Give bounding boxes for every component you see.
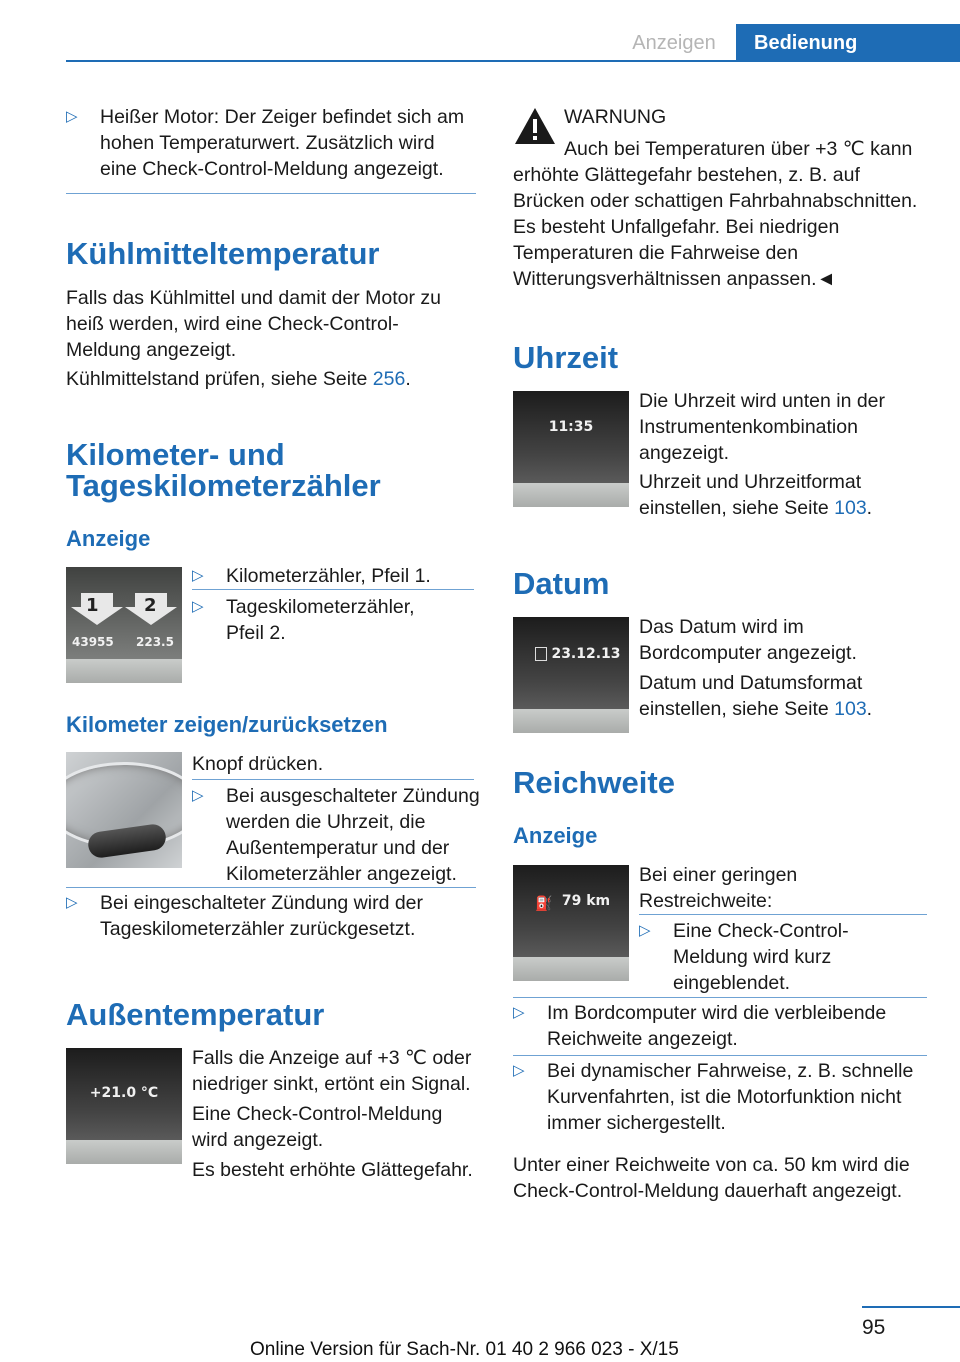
clock-value: 11:35: [548, 419, 594, 435]
bullet-hot-engine: ▷ Heißer Motor: Der Zeiger befindet sich am hohen Temperaturwert. Zusätzlich wird eine Check-Control-Meldung angezeigt.: [66, 106, 465, 180]
separator: [513, 997, 927, 998]
arrow-2-label: 2: [144, 595, 157, 616]
heading-range: Reichweite: [513, 765, 675, 800]
press-button-text: Knopf drücken.: [192, 753, 324, 775]
range-closing-paragraph: Unter einer Reichweite von ca. 50 km wird die Check-Control-Meldung dauerhaft angezeigt.: [513, 1154, 910, 1202]
subheading-reset: Kilometer zeigen/zurücksetzen: [66, 712, 388, 737]
header-rule: [66, 60, 960, 62]
page-link-256[interactable]: 256: [372, 368, 406, 390]
bullet-triangle-icon: ▷: [66, 894, 78, 911]
bullet-ignition-off: ▷ Bei ausgeschalteter Zündung werden die Uhrzeit, die Außentemperatur und der Kilometerzähler angezeigt.: [192, 785, 480, 885]
trip-value: 223.5: [136, 635, 174, 649]
date-value: 23.12.13: [551, 646, 621, 662]
heading-clock: Uhrzeit: [513, 340, 619, 375]
separator: [639, 914, 927, 915]
separator: [513, 1055, 927, 1056]
range-value: 79 km: [561, 893, 611, 909]
odometer-display-image: [66, 567, 182, 683]
bullet-range-dynamic: ▷ Bei dynamischer Fahrweise, z. B. schnelle Kurvenfahrten, ist die Motorfunktion nicht immer sichergestellt.: [513, 1060, 914, 1134]
outside-temp-p3: Es besteht erhöhte Glättegefahr.: [192, 1159, 473, 1181]
page-number: 95: [862, 1316, 886, 1339]
bullet-triangle-icon: ▷: [192, 787, 204, 804]
bullet-triangle-icon: ▷: [513, 1062, 525, 1079]
bullet-range-bc: ▷ Im Bordcomputer wird die verbleibende Reichweite angezeigt.: [513, 1002, 887, 1050]
fuel-pump-icon: ⛽: [535, 895, 553, 911]
bullet-triangle-icon: ▷: [513, 1004, 525, 1021]
bullet-triangle-icon: ▷: [639, 922, 651, 939]
arrow-1-label: 1: [86, 595, 99, 616]
outside-temp-p2: Eine Check-Control-Meldung wird angezeigt.: [192, 1103, 443, 1151]
range-display-image: [513, 865, 629, 981]
outside-temp-p1: Falls die Anzeige auf +3 ℃ oder niedriger sinkt, ertönt ein Signal.: [192, 1047, 472, 1095]
bullet-ignition-on: ▷ Bei eingeschalteter Zündung wird der Tageskilometerzähler zurückgesetzt.: [66, 892, 424, 940]
date-p2: Datum und Datumsformat einstellen, siehe Seite 103.: [639, 672, 873, 720]
bullet-trip: ▷ Tageskilometerzähler, Pfeil 2.: [192, 596, 415, 644]
warning-label: WARNUNG: [564, 106, 667, 128]
separator: [66, 193, 476, 194]
heading-odometer: Kilometer- und Tageskilometerzähler: [66, 437, 381, 503]
bullet-triangle-icon: ▷: [192, 598, 204, 615]
warning-text: Auch bei Temperaturen über +3 ℃ kann erhöhte Glättegefahr bestehen, z. B. auf Brücken oder schattigen Fahrbahnabschnitten. Es besteht Unfallgefahr. Bei niedrigen Temperaturen die Fahrweise den Witterungsverhältnissen anpassen.◄: [513, 138, 918, 290]
coolant-level-text: Kühlmittelstand prüfen, siehe Seite 256.: [66, 368, 411, 390]
outside-temp-value: +21.0 °C: [89, 1085, 159, 1101]
odometer-value: 43955: [72, 635, 114, 649]
separator: [192, 589, 474, 590]
date-display-image: [513, 617, 629, 733]
bullet-range-cc: ▷ Eine Check-Control-Meldung wird kurz eingeblendet.: [639, 920, 849, 994]
heading-coolant: Kühlmitteltemperatur: [66, 236, 380, 271]
separator: [66, 887, 476, 888]
date-p1: Das Datum wird im Bordcomputer angezeigt.: [639, 616, 857, 664]
outside-temp-display-image: [66, 1048, 182, 1164]
separator: [192, 779, 474, 780]
coolant-paragraph: Falls das Kühlmittel und damit der Motor zu heiß werden, wird eine Check-Control-Meldung angezeigt.: [66, 287, 441, 361]
header-tab-anzeigen[interactable]: Anzeigen: [632, 32, 716, 54]
heading-outside-temp: Außentemperatur: [66, 997, 325, 1032]
page-link-103[interactable]: 103: [834, 698, 867, 720]
page-link-103[interactable]: 103: [834, 497, 867, 519]
bullet-odometer: ▷ Kilometerzähler, Pfeil 1.: [192, 565, 431, 587]
subheading-range-anzeige: Anzeige: [513, 823, 598, 848]
subheading-anzeige: Anzeige: [66, 526, 151, 551]
bullet-triangle-icon: ▷: [192, 567, 204, 584]
footer-online-version: Online Version für Sach-Nr. 01 40 2 966 023 - X/15: [250, 1339, 679, 1360]
clock-p2: Uhrzeit und Uhrzeitformat einstellen, siehe Seite 103.: [639, 471, 873, 519]
heading-date: Datum: [513, 566, 610, 601]
clock-display-image: [513, 391, 629, 507]
clock-p1: Die Uhrzeit wird unten in der Instrumentenkombination angezeigt.: [639, 390, 886, 464]
footer-rule: [862, 1306, 960, 1308]
reset-button-image: [66, 752, 182, 868]
bullet-triangle-icon: ▷: [66, 108, 78, 125]
range-p1: Bei einer geringen Restreichweite:: [639, 864, 798, 912]
header-tab-bedienung[interactable]: Bedienung: [736, 24, 960, 62]
